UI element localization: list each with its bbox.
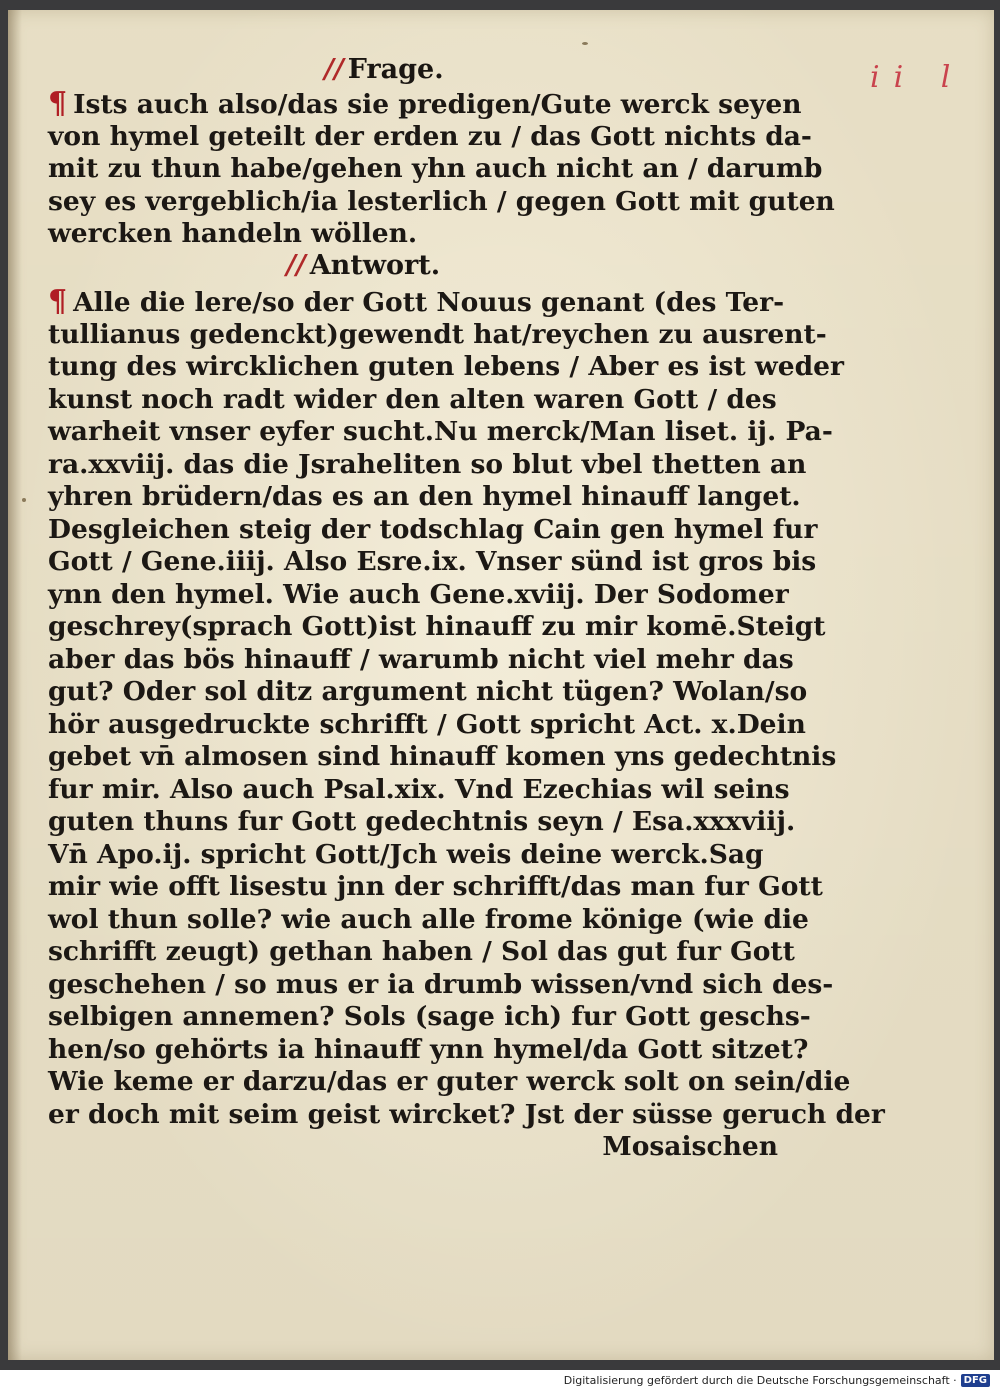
page-gutter-shadow xyxy=(8,10,22,1360)
answer-heading xyxy=(286,250,440,281)
question-heading xyxy=(324,54,444,85)
line-text: von hymel geteilt der erden zu / das Gott nichts da- xyxy=(48,120,812,152)
text-line xyxy=(48,806,796,839)
answer-paragraph xyxy=(48,284,885,1164)
text-line xyxy=(48,481,801,514)
text-line xyxy=(48,218,788,251)
line-text: gebet vn̄ almosen sind hinauff komen yns gedechtnis xyxy=(48,741,837,772)
book-page xyxy=(8,10,994,1360)
line-text: Wie keme er darzu/das er guter werck solt on sein/die xyxy=(48,1066,851,1097)
text-line xyxy=(48,1001,811,1034)
text-line xyxy=(48,871,823,904)
line-text: Ists auch also/das sie predigen/Gute werck seyen xyxy=(73,89,802,120)
line-text: ynn den hymel. Wie auch Gene.xviij. Der Sodomer xyxy=(48,578,789,610)
text-line xyxy=(48,286,788,319)
text-line xyxy=(48,708,806,742)
line-text: kunst noch radt wider den alten waren Gott / des xyxy=(48,383,777,415)
line-text: geschehen / so mus er ia drumb wissen/vnd sich des- xyxy=(48,968,834,1000)
text-line xyxy=(48,839,788,872)
answer-heading-mark: // xyxy=(286,250,306,281)
line-text: aber das bös hinauff / warumb nicht viel mehr das xyxy=(48,643,794,675)
text-line xyxy=(48,120,812,154)
line-text: sey es vergeblich/ia lesterlich / gegen Gott mit guten xyxy=(48,185,835,217)
text-line xyxy=(48,384,788,417)
line-text: wol thun solle? wie auch alle frome könige (wie die xyxy=(48,903,809,935)
text-line xyxy=(48,611,826,644)
line-text: mit zu thun habe/gehen yhn auch nicht an / darumb xyxy=(48,153,823,184)
line-text: Gott / Gene.iiij. Also Esre.ix. Vnser sünd ist gros bis xyxy=(48,546,817,577)
catchword: Mosaischen xyxy=(602,1131,778,1162)
question-heading-mark: // xyxy=(324,54,344,85)
footer-text: Digitalisierung gefördert durch die Deutsche Forschungsgemeinschaft · xyxy=(563,1374,957,1387)
line-text: Desgleichen steig der todschlag Cain gen hymel fur xyxy=(48,513,818,545)
line-text: ra.xxviij. das die Jsraheliten so blut vbel thetten an xyxy=(48,448,807,480)
paper-speck xyxy=(22,498,26,502)
text-line xyxy=(48,351,844,384)
line-text: tung des wircklichen guten lebens / Aber es ist weder xyxy=(48,351,844,382)
text-line xyxy=(48,153,823,186)
line-text: yhren brüdern/das es an den hymel hinauff langet. xyxy=(48,481,801,512)
answer-heading-text: Antwort. xyxy=(309,250,441,281)
line-text: er doch mit seim geist wircket? Jst der süsse geruch der xyxy=(48,1098,885,1130)
line-text: wercken handeln wöllen. xyxy=(48,218,418,249)
text-line xyxy=(48,903,809,937)
text-line xyxy=(48,86,802,121)
text-line xyxy=(48,448,807,482)
text-line xyxy=(48,1066,851,1099)
text-line xyxy=(48,968,834,1002)
line-text: hör ausgedruckte schrifft / Gott spricht Act. x.Dein xyxy=(48,708,806,740)
line-text: mir wie offt lisestu jnn der schrifft/das man fur Gott xyxy=(48,871,823,902)
text-line xyxy=(48,513,818,547)
line-text: guten thuns fur Gott gedechtnis seyn / Esa.xxxviij. xyxy=(48,806,796,837)
line-text: selbigen annemen? Sols (sage ich) fur Gott geschs- xyxy=(48,1001,811,1032)
line-text: schrifft zeugt) gethan haben / Sol das gut fur Gott xyxy=(48,936,795,967)
text-line xyxy=(48,741,837,774)
line-text: Alle die lere/so der Gott Nouus genant (des Ter- xyxy=(73,287,785,318)
text-line xyxy=(48,318,827,352)
line-text: warheit vnser eyfer sucht.Nu merck/Man liset. ij. Pa- xyxy=(48,416,833,447)
line-text: Vn̄ Apo.ij. spricht Gott/Jch weis deine werck.Sag xyxy=(48,838,764,870)
line-text: hen/so gehörts ia hinauff ynn hymel/da Gott sitzet? xyxy=(48,1033,809,1065)
paper-speck xyxy=(582,42,588,45)
paragraph-marker-icon: ¶ xyxy=(48,284,68,319)
line-text: tullianus gedenckt)gewendt hat/reychen zu ausrent- xyxy=(48,318,827,350)
text-line xyxy=(48,185,835,219)
line-text: gut? Oder sol ditz argument nicht tügen? Wolan/so xyxy=(48,676,808,707)
line-text: geschrey(sprach Gott)ist hinauff zu mir komē.Steigt xyxy=(48,611,826,642)
margin-annotation: ii l xyxy=(870,60,965,95)
text-line xyxy=(48,579,788,612)
dfg-logo: DFG xyxy=(961,1374,990,1387)
digitization-credit xyxy=(564,1374,990,1387)
text-line xyxy=(48,546,817,579)
text-line xyxy=(48,416,833,449)
question-paragraph xyxy=(48,86,835,251)
paragraph-marker-icon: ¶ xyxy=(48,86,68,121)
text-line xyxy=(48,643,794,677)
question-heading-text: Frage. xyxy=(347,54,444,85)
line-text: fur mir. Also auch Psal.xix. Vnd Ezechias wil seins xyxy=(48,773,790,805)
text-line xyxy=(48,1098,885,1132)
text-line xyxy=(48,936,795,969)
text-line xyxy=(48,1033,809,1067)
text-line xyxy=(48,774,788,807)
text-line xyxy=(48,676,808,709)
